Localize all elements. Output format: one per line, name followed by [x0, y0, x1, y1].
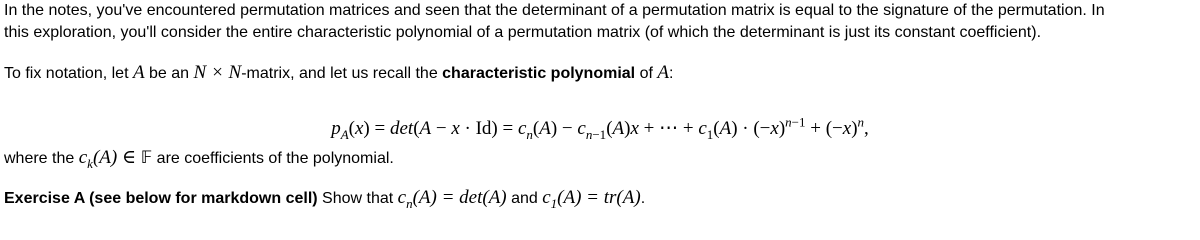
math-var-a: A	[132, 62, 145, 83]
exercise-period: .	[640, 190, 646, 207]
notation-be-an: be an	[144, 65, 194, 82]
coefficients-paragraph	[4, 147, 1194, 175]
coeff-prefix: where the	[4, 150, 79, 167]
field-symbol: 𝔽	[140, 148, 153, 168]
notation-prefix: To fix notation, let	[4, 65, 133, 82]
notation-colon: :	[668, 65, 674, 82]
bold-term: characteristic polynomial	[442, 65, 636, 82]
math-c1-trace: $c_1(A) = tr(A)$	[542, 187, 641, 211]
notation-matrix-text: -matrix, and let us recall the	[241, 65, 443, 82]
equation-content: $p_A(x) = \det(A - x \cdot Id) = c_n(A) - c_{n-1}(A)x$ + ⋯ + $c_1(A) \cdot (-x)^{n-1} + (-x)^n$,	[331, 115, 869, 143]
exercise-title: Exercise A (see below for markdown cell)	[4, 190, 318, 207]
exercise-and: and	[506, 190, 543, 207]
coeff-suffix: are coefficients of the polynomial.	[152, 150, 394, 167]
exercise-show-that: Show that	[317, 190, 398, 207]
math-var-a-2: A	[657, 62, 669, 83]
notation-paragraph	[4, 62, 1194, 85]
math-cn-det: $c_n(A) = \det(A)$	[397, 187, 507, 211]
math-ck: $c_k$	[78, 147, 93, 171]
notation-of: of	[635, 65, 658, 82]
intro-line-1: In the notes, you've encountered permutation matrices and seen that the determinant of a permutation matrix is equal to the signature of the permutation. In	[4, 2, 1105, 19]
exercise-paragraph	[4, 187, 1194, 215]
math-dims: N × N	[193, 62, 242, 83]
intro-paragraph	[4, 0, 1194, 44]
characteristic-polynomial-equation	[0, 110, 1200, 148]
math-ck-arg: (A) ∈	[92, 147, 141, 168]
intro-line-2: this exploration, you'll consider the entire characteristic polynomial of a permutation matrix (of which the determinant is just its constant coefficient).	[4, 24, 1042, 41]
